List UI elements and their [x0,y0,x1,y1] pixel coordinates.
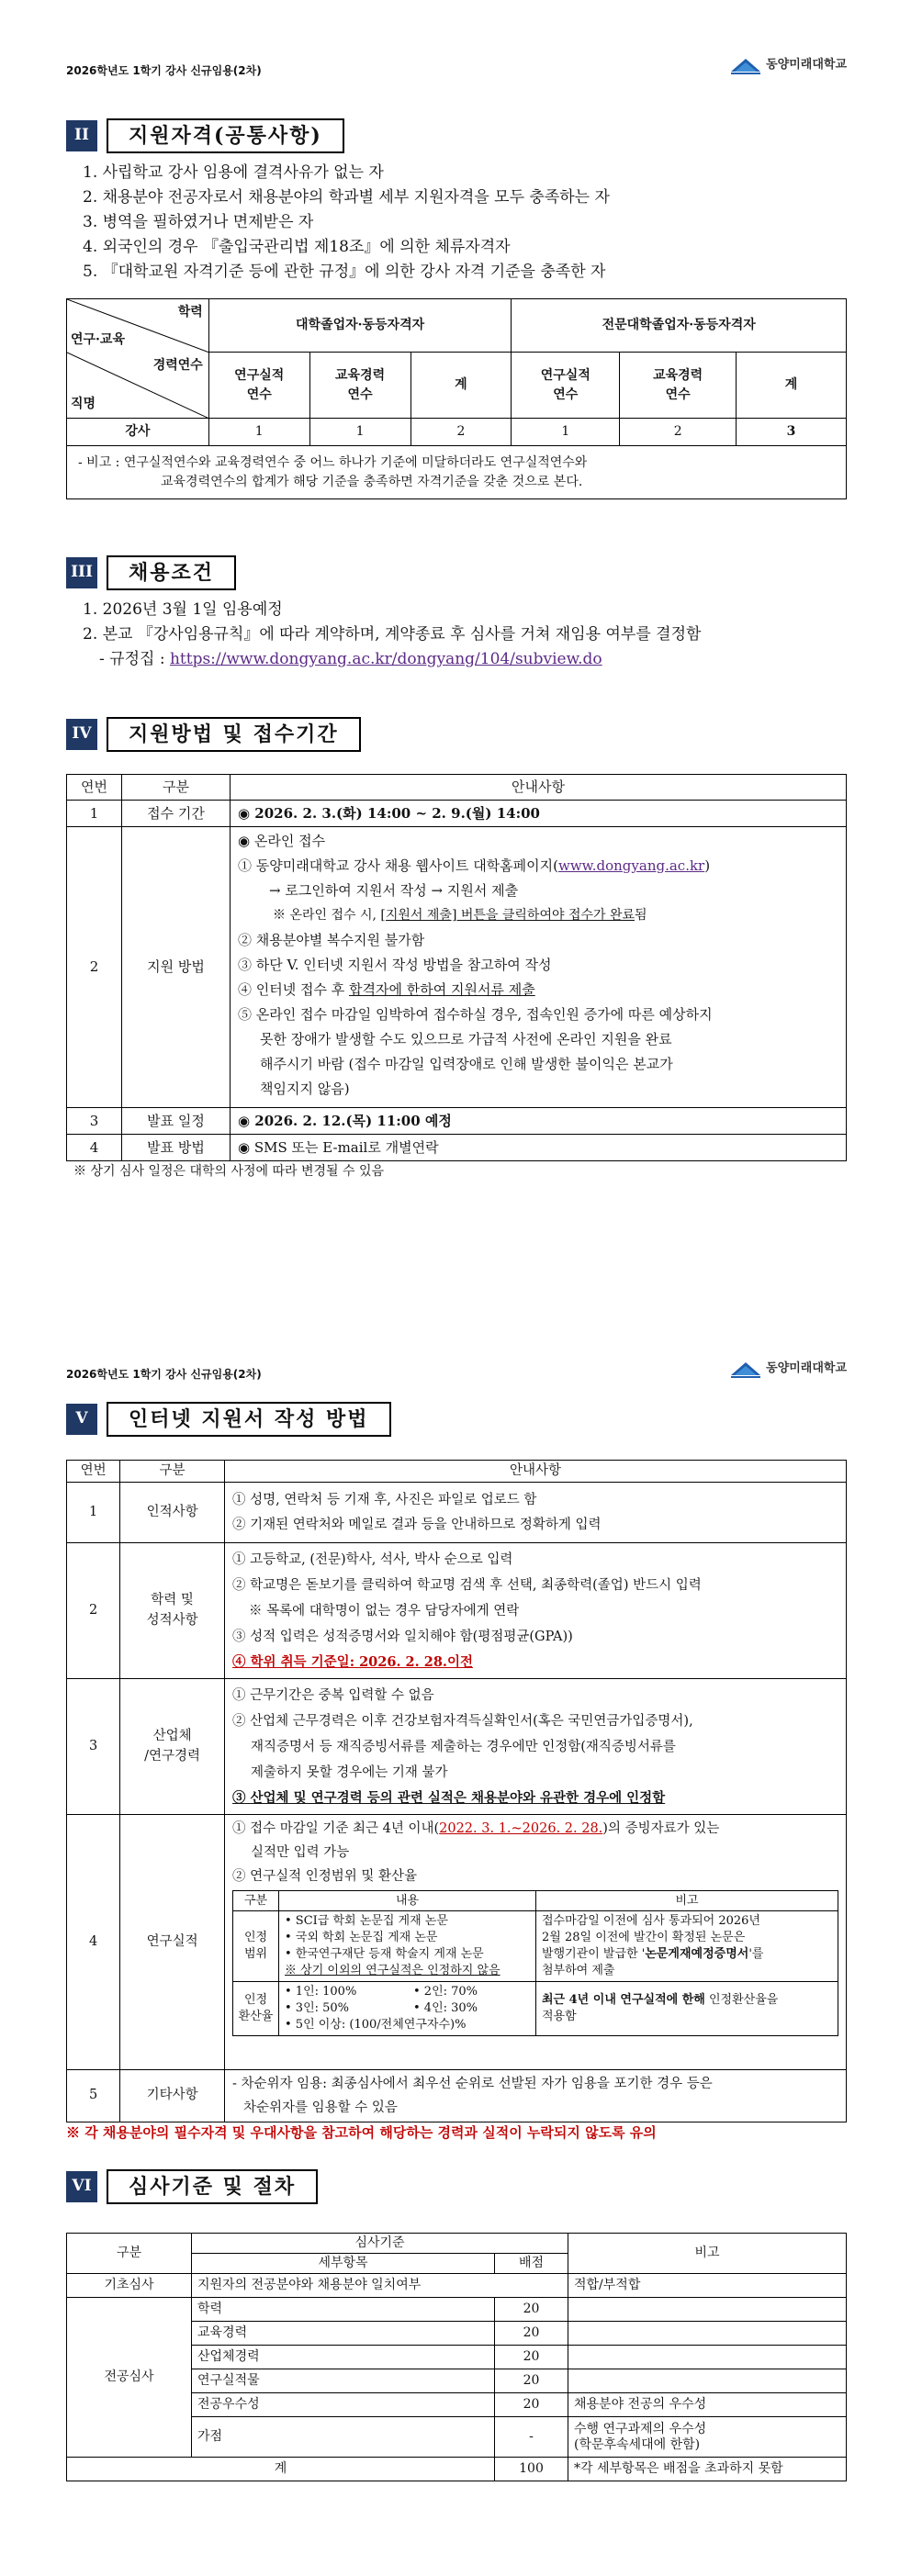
text: 인정환산율을 [704,1993,779,2007]
section-4-heading [66,716,361,753]
sub-header: 계 [737,353,847,419]
text: 논문게재예정증명서 [645,1947,749,1961]
inner-header: 내용 [279,1891,536,1911]
section-5-heading [66,1401,391,1438]
line: - 차순위자 임용: 최종심사에서 최우선 순위로 선발된 자가 임용을 포기한 경우 등은 [232,2077,713,2091]
section-title: 채용조건 [107,555,236,590]
row-number: 3 [67,1679,120,1815]
caution-note: ※ 각 채용분야의 필수자격 및 우대사항을 참고하여 해당하는 경력과 실적이 누락되지 않도록 유의 [66,2124,657,2141]
header-title: 2026학년도 1학기 강사 신규임용(2차) [66,1368,262,1381]
line: • 한국연구재단 등재 학술지 게재 논문 [285,1947,484,1961]
row-number: 4 [67,1135,122,1161]
sub-header: 계 [411,353,512,419]
info-cell [225,2070,847,2122]
section-number: IV [66,719,97,750]
note-line: - 비고 : 연구실적연수와 교육경력연수 중 어느 하나가 기준에 미달하더라도 연구실적연수와 [78,454,588,470]
degree-deadline: ④ 학위 취득 기준일: 2026. 2. 28.이전 [232,1653,473,1670]
line: ① 근무기간은 중복 입력할 수 없음 [232,1687,434,1703]
section-title: 심사기준 및 절차 [107,2169,318,2204]
line: 실적만 입력 가능 [251,1845,350,1860]
diag-mid2: 경력연수 [152,358,203,373]
cell: 가점 [192,2417,495,2458]
line: 못한 장애가 발생할 수도 있으므로 가급적 사전에 온라인 지원을 완료 [260,1031,672,1047]
info-cell [225,1543,847,1679]
line: • 국외 학회 논문집 게재 논문 [285,1931,438,1944]
line: ※ 목록에 대학명이 없는 경우 담당자에게 연락 [249,1603,520,1618]
logo-text: 동양미래대학교 [766,1361,847,1376]
row-number: 1 [67,801,122,827]
logo-icon [729,1359,762,1379]
cell: - [495,2417,568,2458]
inner-content [279,1982,536,2036]
inner-label: 인정 범위 [233,1911,279,1982]
line [232,1817,838,1841]
cell: 1 [208,419,309,446]
row-number: 4 [67,1815,120,2070]
inner-header: 구분 [233,1891,279,1911]
cell: 2 [620,419,737,446]
line: → 로그인하여 지원서 작성 → 지원서 제출 [269,882,519,899]
cell: 20 [495,2369,568,2393]
text: 됨 [635,908,647,923]
text: 학력 및 [151,1592,194,1607]
period-text: ◉ 2026. 2. 3.(화) 14:00 ~ 2. 9.(월) 14:00 [231,801,847,827]
text: ) [704,857,711,874]
row-number: 1 [67,1483,120,1543]
col-header: 구분 [120,1461,225,1483]
row-label [120,1543,225,1679]
row-number: 5 [67,2070,120,2122]
line: ① 성명, 연락처 등 기재 후, 사진은 파일로 업로드 함 [232,1492,537,1507]
review-criteria-table [66,2233,847,2481]
text: 성적사항 [146,1612,198,1628]
row-label: 발표 방법 [122,1135,231,1161]
logo-text: 동양미래대학교 [766,58,847,73]
rate: • 1인: 100% [285,1985,357,1999]
section-6-heading [66,2168,318,2205]
col-header: 심사기준 [192,2234,568,2254]
rate: • 5인 이상: (100/전체연구자수)% [285,2018,467,2032]
text: 수행 연구과제의 우수성 [574,2421,707,2436]
inner-note [536,1911,838,1982]
sub-header: 교육경력 연수 [620,353,737,419]
rate: • 2인: 70% [413,1985,478,1999]
diag-top: 학력 [177,305,203,319]
row-label: 강사 [67,419,209,446]
line: • SCI급 학회 논문집 게재 논문 [285,1914,448,1928]
row-label: 접수 기간 [122,801,231,827]
line: 책임지지 않음) [260,1081,350,1097]
line: ② 기재된 연락처와 메일로 결과 등을 안내하므로 정확하게 입력 [232,1517,602,1532]
diag-mid1: 연구·교육 [71,332,125,347]
text: )의 증빙자료가 있는 [602,1821,720,1836]
homepage-link[interactable]: www.dongyang.ac.kr [558,857,705,874]
section-number: III [66,557,97,588]
line [238,854,838,879]
date-range: 2022. 3. 1.~2026. 2. 28. [439,1821,603,1836]
line: 재직증명서 등 재직증빙서류를 제출하는 경우에만 인정함(재직증빙서류를 [251,1739,676,1754]
line: ※ 상기 이외의 연구실적은 인정하지 않음 [285,1964,500,1977]
online-form-table [66,1460,847,2122]
info-cell [225,1679,847,1815]
line: ③ 하단 V. 인터넷 지원서 작성 방법을 참고하여 작성 [238,957,552,973]
list-item: 3. 병역을 필하였거나 면제받은 자 [83,213,314,231]
line: 2월 28일 이전에 발간이 확정된 논문은 [542,1931,746,1944]
cell: 20 [495,2322,568,2346]
section-title: 지원방법 및 접수기간 [107,717,361,752]
note-line: 교육경력연수의 합계가 해당 기준을 충족하면 자격기준을 갖춘 것으로 본다. [161,474,583,489]
row-label [120,1679,225,1815]
cell: 교육경력 [192,2322,495,2346]
cell: 20 [495,2346,568,2369]
diagonal-header-cell [67,299,209,419]
method-cell [231,827,847,1108]
page-header [66,1357,847,1384]
sub-header: 연구실적 연수 [512,353,620,419]
university-logo [729,55,847,75]
line [238,903,838,928]
section-title: 인터넷 지원서 작성 방법 [107,1402,391,1437]
schedule-note: ※ 상기 심사 일정은 대학의 사정에 따라 변경될 수 있음 [73,1164,385,1179]
cell: 산업체경력 [192,2346,495,2369]
cell [568,2322,847,2346]
rate: • 4인: 30% [413,2001,478,2015]
regulations-link[interactable]: https://www.dongyang.ac.kr/dongyang/104/subview.do [169,650,602,668]
line: ③ 산업체 및 연구경력 등의 관련 실적은 채용분야와 유관한 경우에 인정함 [232,1789,666,1806]
row-label: 전공심사 [67,2298,192,2458]
col-header: 안내사항 [231,775,847,801]
inner-content [279,1911,536,1982]
cell: 채용분야 전공의 우수성 [568,2393,847,2417]
cell [568,2369,847,2393]
line: ② 채용분야별 복수지원 불가함 [238,932,425,948]
line: ③ 성적 입력은 성적증명서와 일치해야 함(평점평균(GPA)) [232,1629,573,1644]
section-number: VI [66,2171,97,2202]
rate: • 3인: 50% [285,2001,350,2015]
cell [568,2346,847,2369]
row-number: 2 [67,827,122,1108]
info-cell [225,1483,847,1543]
col-header: 세부항목 [192,2254,495,2274]
line [542,1992,832,2009]
row-label: 인적사항 [120,1483,225,1543]
section-number: II [66,120,97,151]
section-2-heading [66,118,344,154]
table-note [67,446,847,499]
cell: 20 [495,2393,568,2417]
text: ④ 인터넷 접수 후 [238,981,350,998]
line: 차순위자를 임용할 수 있음 [243,2100,398,2115]
col-header: 구분 [67,2234,192,2274]
inner-note [536,1982,838,2036]
row-label: 연구실적 [120,1815,225,2070]
row-label: 지원 방법 [122,827,231,1108]
sub-header: 교육경력 연수 [309,353,411,419]
line: ⑤ 온라인 접수 마감일 임박하여 접수하실 경우, 접속인원 증가에 따른 예상하지 [238,1006,713,1023]
cell: 1 [512,419,620,446]
row-number: 3 [67,1108,122,1135]
label: - 규정집 : [99,650,170,668]
cell [568,2417,847,2458]
total-label: 계 [67,2458,495,2481]
cell: 1 [309,419,411,446]
line: 적용함 [542,2010,577,2023]
list-item [83,648,701,673]
conditions-list [83,599,701,673]
text: ① 접수 마감일 기준 최근 4년 이내( [232,1821,440,1836]
row-number: 2 [67,1543,120,1679]
cell: 지원자의 전공분야와 채용분야 일치여부 [192,2274,568,2298]
row-label: 발표 일정 [122,1108,231,1135]
header-title: 2026학년도 1학기 강사 신규임용(2차) [66,64,262,77]
inner-label: 인정 환산율 [233,1982,279,2036]
line [542,1946,832,1963]
total-score: 100 [495,2458,568,2481]
list-item: 1. 2026년 3월 1일 임용예정 [83,600,283,619]
col-header: 안내사항 [225,1461,847,1483]
text: ※ 온라인 접수 시, [273,908,381,923]
research-inner-table [232,1890,838,2036]
cell: 연구실적물 [192,2369,495,2393]
line: 첨부하여 제출 [542,1964,615,1977]
col-header: 구분 [122,775,231,801]
text: 발행기관이 발급한 ' [542,1947,646,1961]
col-header: 배점 [495,2254,568,2274]
cell: 20 [495,2298,568,2322]
list-item: 1. 사립학교 강사 임용에 결격사유가 없는 자 [83,163,384,182]
group-header: 대학졸업자·동등자격자 [208,299,512,353]
line: ◉ 온라인 접수 [238,833,326,849]
page-header [66,53,847,81]
row-label: 기타사항 [120,2070,225,2122]
text: '를 [748,1947,764,1961]
list-item: 2. 본교 『강사임용규칙』에 따라 계약하며, 계약종료 후 심사를 거쳐 재임용 여부를 결정함 [83,625,702,644]
text: /연구경력 [144,1748,201,1764]
text: 합격자에 한하여 지원서류 제출 [349,981,535,998]
cell: 적합/부적합 [568,2274,847,2298]
university-logo [729,1359,847,1379]
line: 접수마감일 이전에 심사 통과되어 2026년 [542,1914,760,1928]
cell: 2 [411,419,512,446]
section-3-heading [66,554,236,591]
section-number: V [66,1404,97,1435]
cell: *각 세부항목은 배점을 초과하지 못함 [568,2458,847,2481]
section-title: 지원자격(공통사항) [107,118,344,153]
sub-header: 연구실적 연수 [208,353,309,419]
line: 제출하지 못할 경우에는 기재 불가 [251,1764,448,1780]
line: ② 학교명은 돋보기를 클릭하여 학교명 검색 후 선택, 최종학력(졸업) 반드시 입력 [232,1577,702,1593]
line [238,978,838,1002]
text: 최근 4년 이내 연구실적에 한해 [542,1993,705,2007]
announce-method: ◉ SMS 또는 E-mail로 개별연락 [231,1135,847,1161]
inner-header: 비고 [536,1891,838,1911]
qualification-list [83,162,610,286]
list-item: 4. 외국인의 경우 『출입국관리법 제18조』에 의한 체류자격자 [83,238,511,256]
diag-bottom: 직명 [71,397,96,411]
cell: 학력 [192,2298,495,2322]
col-header: 비고 [568,2234,847,2274]
group-header: 전문대학졸업자·동등자격자 [512,299,847,353]
application-table [66,774,847,1161]
text: (학문후속세대에 한함) [574,2436,701,2452]
research-cell [225,1815,847,2070]
row-label: 기초심사 [67,2274,192,2298]
col-header: 연번 [67,775,122,801]
cell [568,2298,847,2322]
line: 해주시기 바람 (접수 마감일 입력장애로 인해 발생한 불이익은 본교가 [260,1056,673,1072]
list-item: 2. 채용분야 전공자로서 채용분야의 학과별 세부 지원자격을 모두 충족하는 자 [83,188,610,207]
line: ② 연구실적 인정범위 및 환산율 [232,1869,418,1884]
line: ① 고등학교, (전문)학사, 석사, 박사 순으로 입력 [232,1551,513,1567]
text: 산업체 [152,1728,192,1743]
cell: 3 [737,419,847,446]
logo-icon [729,55,762,75]
col-header: 연번 [67,1461,120,1483]
cell: 전공우수성 [192,2393,495,2417]
list-item: 5. 『대학교원 자격기준 등에 관한 규정』에 의한 강사 자격 기준을 충족한 자 [83,263,606,281]
text: ① 동양미래대학교 강사 채용 웹사이트 대학홈페이지( [238,857,558,874]
announce-date: ◉ 2026. 2. 12.(목) 11:00 예정 [231,1108,847,1135]
qualification-table [66,298,847,499]
line: ② 산업체 근무경력은 이후 건강보험자격득실확인서(혹은 국민연금가입증명서), [232,1713,693,1729]
text: [지원서 제출] 버튼을 클릭하여야 접수가 완료 [380,908,635,923]
